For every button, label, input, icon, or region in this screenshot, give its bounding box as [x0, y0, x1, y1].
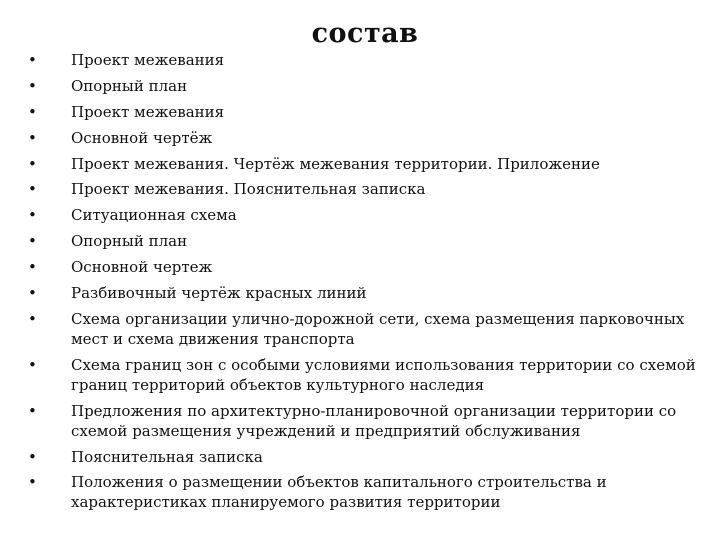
- list-item: • Основной чертёж: [28, 128, 698, 148]
- slide-title: состав: [311, 18, 419, 49]
- list-item: • Положения о размещении объектов капитального строительства и характеристиках планируемого развития территории: [28, 472, 698, 512]
- list-item: • Разбивочный чертёж красных линий: [28, 283, 698, 303]
- list-item: • Проект межевания: [28, 102, 698, 122]
- list-item: • Предложения по архитектурно-планировочной организации территории со схемой размещения учреждений и предприятий обслуживания: [28, 401, 698, 441]
- list-item: • Проект межевания: [28, 50, 698, 70]
- list-item: • Основной чертеж: [28, 257, 698, 277]
- list-item: • Схема границ зон с особыми условиями использования территории со схемой границ территорий объектов культурного наследия: [28, 355, 698, 395]
- list-item: • Пояснительная записка: [28, 447, 698, 467]
- list-item: • Проект межевания. Пояснительная записка: [28, 179, 698, 199]
- bullet-list: [28, 50, 698, 518]
- list-item: • Проект межевания. Чертёж межевания территории. Приложение: [28, 154, 698, 174]
- list-item: • Опорный план: [28, 76, 698, 96]
- list-item: • Опорный план: [28, 231, 698, 251]
- list-item: • Схема организации улично-дорожной сети, схема размещения парковочных мест и схема движения транспорта: [28, 309, 698, 349]
- list-item: • Ситуационная схема: [28, 205, 698, 225]
